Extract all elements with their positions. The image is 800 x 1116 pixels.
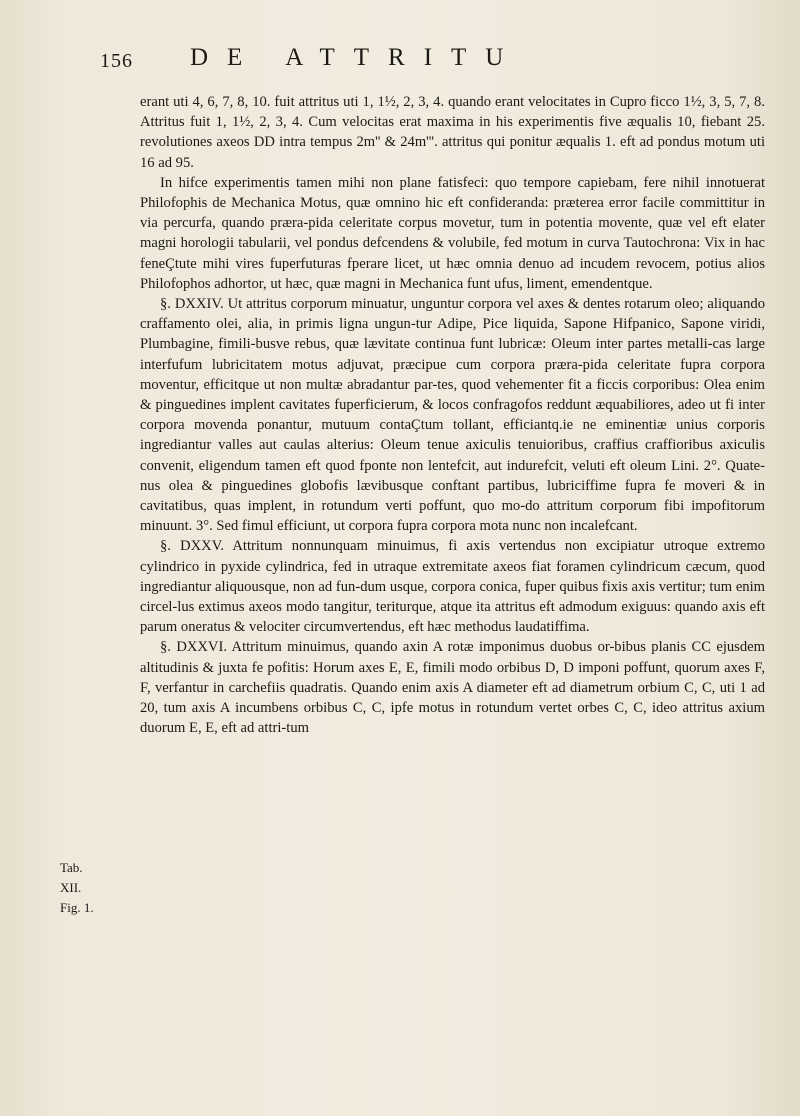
page-number: 156: [100, 50, 133, 72]
paragraph-section-dxxiv: §. DXXIV. Ut attritus corporum minuatur, unguntur corpora vel axes & dentes rotarum oleo; aliquando craffamento olei, alia, in primis ligna ungun-tur Adipe, Pice liquida, Sapone Hifpanico, Sapone viridi, Plumbagine, fimili-busve rebus, quæ lævitate continua funt lubricæ: Oleum inter partes metalli-cas large interfufum lubricitatem motus adjuvat, præcipue cum corpora præra-pida celeritate fupra corpora moventur, efficitque ut non multæ abradantur par-tes, quod vehementer fit a ficcis corporibus: Olea enim & pinguedines implent cavitates fuperficierum, & locos confragofos reddunt æquabiliores, adeo ut fi inter corpora movenda ponantur, mutuum contaÇtum tollant, efficiantq.ie ne eminentiæ unius corporis ingrediantur valles aut caulas alterius: Oleum tenue axiculis tenuioribus, craffius craffioribus axiculis convenit, eligendum tamen eft quod fponte non lentefcit, aut indurefcit, veluti eft oleum Lini. 2°. Quate-nus olea & pinguedines globofis lævibusque conftant partibus, lubriciffime fupra fe moveri & in cavitatibus, quas implent, in rotundum verti poffunt, quo mo-do attritum corporum fibi impofitorum minuunt. 3°. Sed fimul efficiunt, ut corpora fupra corpora mota nunc non incalefcant.: [140, 296, 765, 535]
margin-figure-reference: [60, 858, 110, 918]
page-header: [0, 28, 800, 78]
paragraph-continuation: erant uti 4, 6, 7, 8, 10. fuit attritus uti 1, 1½, 2, 3, 4. quando erant velocitates in Cupro ficco 1½, 3, 5, 7, 8. Attritus fuit 1, 1½, 2, 3, 4. Cum velocitas erat maxima in his experimentis five æqualis 10, fiebant 25. revolutiones axeos DD intra tempus 2m'' & 24m'''. attritus qui ponitur æqualis 1. eft ad pondus motum uti 16 ad 95.: [140, 94, 765, 171]
paragraph-experiments: In hifce experimentis tamen mihi non plane fatisfeci: quo tempore capiebam, fere nihil innotuerat Philofophis de Mechanica Motus, quæ omnino hic eft confideranda: præterea error facile committitur in via percurfa, quando præra-pida celeritate corpus movetur, tum in potentia movente, quæ vel eft elater magni horologii tabularii, vel pondus defcendens & volubile, fed motum in curva Tautochrona: Vix in hac feneÇtute mihi vires fuperfuturas fperare licet, ut hæc omnia denuo ad incudem revocem, potius alios Philofophos adhortor, ut hæc, quæ magni in Mechanica funt ufus, liment, emendentque.: [140, 174, 765, 292]
paragraph-section-dxxv: §. DXXV. Attritum nonnunquam minuimus, fi axis vertendus non excipiatur utroque extremo cylindrico in pyxide cylindrica, fed in utraque extremitate axeos fiat foramen cylindricum cæcum, quod ingrediantur aliquousque, non ad fun-dum usque, corpora conica, fuper quibus fixis axis vertitur; tum enim circel-lus extimus axeos modo tangitur, teriturque, atque ita attritus eft admodum exiguus: quando axis eft parum oneratus & velociter circumvertendus, eft hæc methodus laudatiffima.: [140, 538, 765, 636]
margin-figure-number: Fig. 1.: [60, 900, 94, 915]
paragraph-section-dxxvi: §. DXXVI. Attritum minuimus, quando axin A rotæ imponimus duobus or-bibus planis CC ejusdem altitudinis & juxta fe pofitis: Horum axes E, E, fimili modo orbibus D, D imponi poffunt, quorum axes F, F, verfantur in carchefiis quadratis. Quando enim axis A diameter eft ad diametrum orbium C, C, uti 1 ad 20, tum axis A incumbens orbibus C, C, ipfe motus in rotundum vertet orbes C, C, ideo attritus axium duorum E, E, eft ad attri-tum: [140, 639, 765, 737]
running-title: DE ATTRITU: [190, 44, 523, 71]
margin-table-label: Tab.: [60, 860, 83, 875]
margin-table-number: XII.: [60, 880, 82, 895]
body-text: [140, 92, 765, 739]
